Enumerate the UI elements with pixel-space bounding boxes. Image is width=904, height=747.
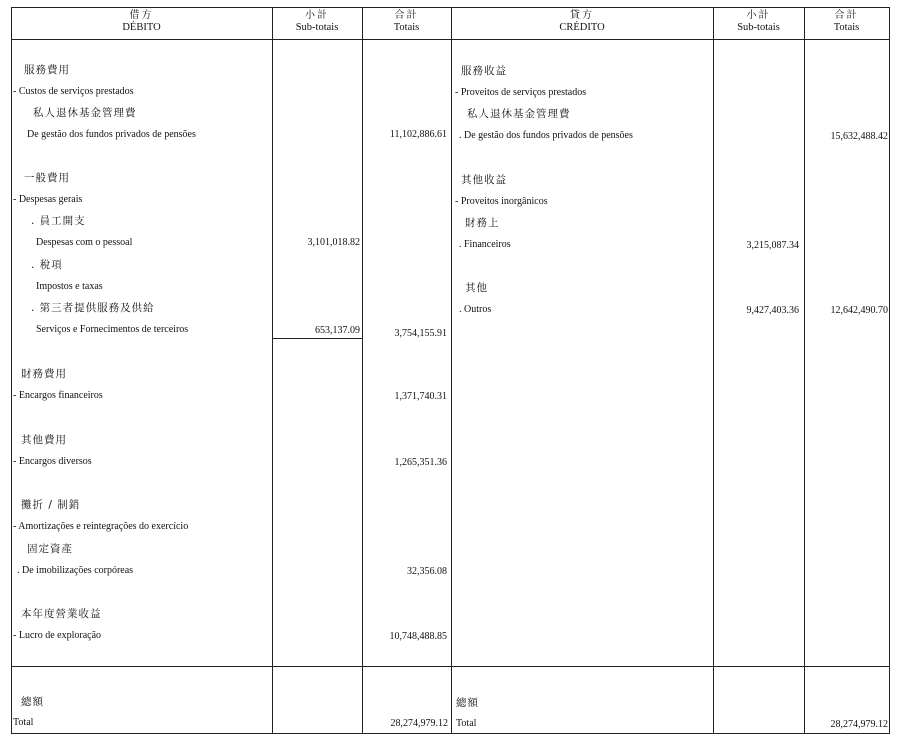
debit-profit-label: - Lucro de exploração — [13, 630, 102, 641]
debit-tax-label-zh: . 稅項 — [31, 259, 63, 271]
credit-pension-label: . De gestão dos fundos privados de pensões — [459, 130, 633, 141]
debit-grand-total: 28,274,979.12 — [390, 718, 448, 729]
credit-total-header: 合計 Totais — [833, 10, 860, 33]
credit-header: 貸方 CRÉDITO — [559, 10, 605, 33]
debit-amort-label: - Amortizações e reintegrações do exercício — [13, 521, 189, 532]
credit-misc-label: . Outros — [459, 304, 492, 315]
debit-staff-label-zh: . 員工開支 — [31, 215, 86, 227]
credit-other-total: 12,642,490.70 — [830, 305, 888, 316]
debit-third-label-zh: . 第三者提供服務及供給 — [31, 302, 155, 314]
credit-pension-total: 15,632,488.42 — [830, 131, 888, 142]
credit-services-label: - Proveitos de serviços prestados — [455, 87, 587, 98]
debit-third-subtotal: 653,137.09 — [315, 325, 360, 336]
debit-services-label-zh: 服務費用 — [24, 64, 70, 76]
column-divider — [804, 7, 805, 733]
debit-staff-label: Despesas com o pessoal — [36, 237, 133, 248]
debit-financial-label-zh: 財務費用 — [21, 368, 67, 380]
credit-misc-label-zh: 其他 — [465, 282, 488, 294]
debit-credit-divider — [451, 7, 452, 733]
credit-financial-subtotal: 3,215,087.34 — [746, 240, 799, 251]
debit-fixed-total: 32,356.08 — [407, 566, 447, 577]
table-border-top — [11, 7, 890, 8]
column-divider — [362, 7, 363, 733]
debit-pension-label-zh: 私人退休基金管理費 — [33, 107, 137, 119]
credit-financial-label: . Financeiros — [459, 239, 511, 250]
debit-total-label-zh: 總額 — [21, 696, 44, 708]
credit-pension-label-zh: 私人退休基金管理費 — [467, 108, 571, 120]
debit-subtotal-header: 小計 Sub-totais — [295, 10, 339, 33]
table-border-left — [11, 7, 12, 733]
header-separator — [11, 39, 890, 40]
debit-pension-label: De gestão dos fundos privados de pensões — [27, 129, 196, 140]
debit-other-label: - Encargos diversos — [13, 456, 92, 467]
credit-total-label-zh: 總額 — [456, 697, 479, 709]
credit-services-label-zh: 服務收益 — [461, 65, 507, 77]
debit-general-label-zh: 一般費用 — [24, 172, 70, 184]
debit-pension-total: 11,102,886.61 — [389, 129, 447, 140]
credit-other-label-zh: 其他收益 — [461, 174, 507, 186]
debit-total-label: Total — [13, 717, 34, 728]
debit-staff-subtotal: 3,101,018.82 — [307, 237, 360, 248]
credit-misc-subtotal: 9,427,403.36 — [746, 305, 799, 316]
debit-financial-label: - Encargos financeiros — [13, 390, 103, 401]
credit-total-label: Total — [456, 718, 477, 729]
debit-other-label-zh: 其他費用 — [21, 434, 67, 446]
debit-profit-label-zh: 本年度營業收益 — [21, 608, 102, 620]
credit-subtotal-header: 小計 Sub-totais — [737, 10, 780, 33]
debit-total-header: 合計 Totais — [393, 10, 420, 33]
debit-other-total: 1,265,351.36 — [394, 457, 447, 468]
debit-services-label: - Custos de serviços prestados — [13, 86, 134, 97]
debit-financial-total: 1,371,740.31 — [394, 391, 447, 402]
debit-third-label: Serviços e Fornecimentos de terceiros — [36, 324, 189, 335]
debit-general-label: - Despesas gerais — [13, 194, 83, 205]
table-border-right — [889, 7, 890, 733]
subtotal-underline — [272, 338, 362, 339]
credit-grand-total: 28,274,979.12 — [830, 719, 888, 730]
debit-fixed-label: . De imobilizações corpóreas — [17, 565, 134, 576]
debit-tax-label: Impostos e taxas — [36, 281, 103, 292]
debit-general-total: 3,754,155.91 — [394, 328, 447, 339]
debit-header: 借方 DÉBITO — [122, 10, 161, 33]
debit-fixed-label-zh: 固定資產 — [27, 543, 73, 555]
credit-other-label: - Proveitos inorgânicos — [455, 196, 548, 207]
table-border-bottom — [11, 733, 890, 734]
debit-amort-label-zh: 攤折 / 制銷 — [21, 499, 81, 511]
column-divider — [272, 7, 273, 733]
credit-financial-label-zh: 財務上 — [465, 217, 500, 229]
debit-profit-total: 10,748,488.85 — [389, 631, 447, 642]
total-section-separator — [11, 666, 890, 667]
column-divider — [713, 7, 714, 733]
